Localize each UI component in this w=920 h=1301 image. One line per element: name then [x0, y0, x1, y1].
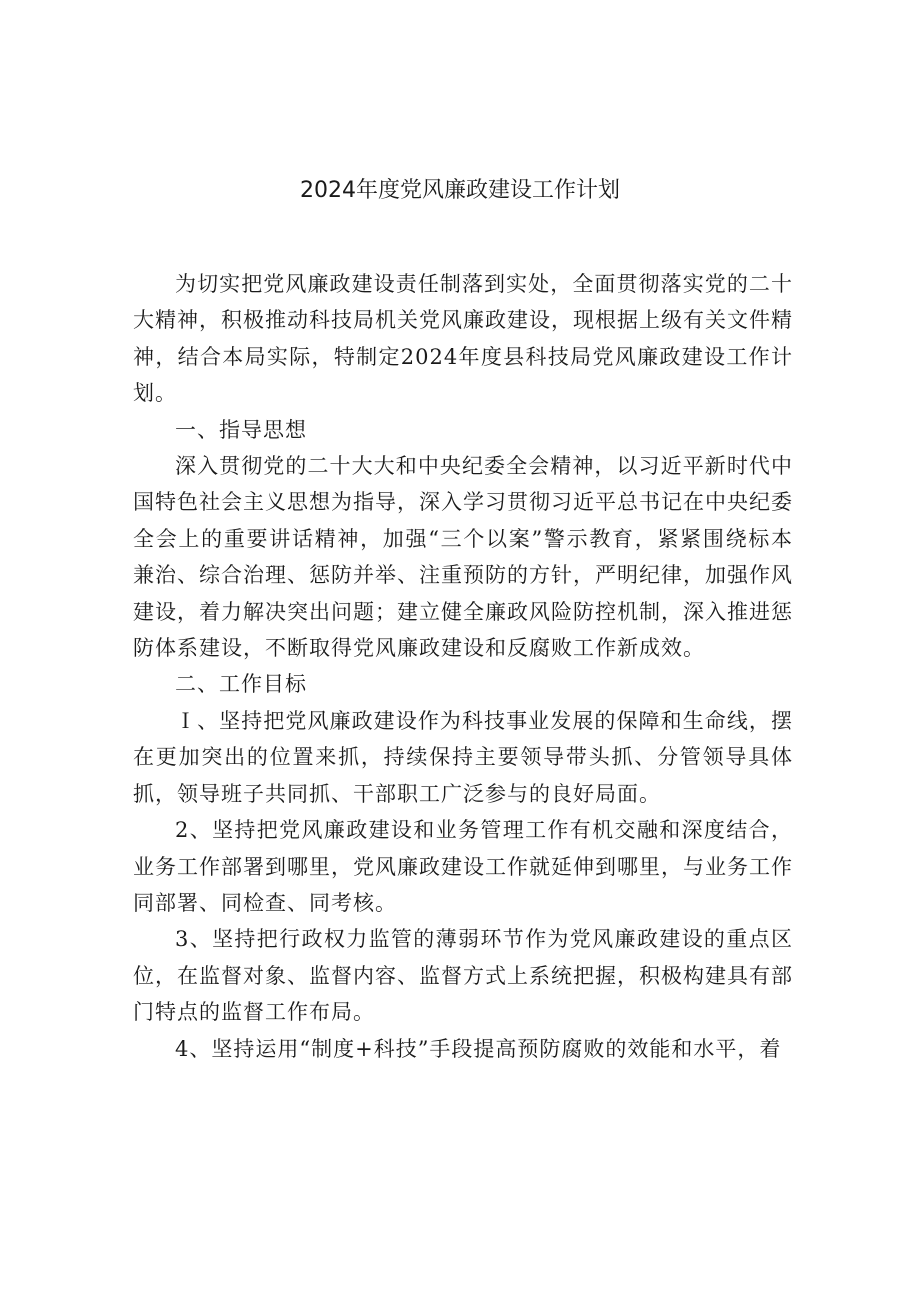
goal-item-4: 4、坚持运用“制度+科技”手段提高预防腐败的效能和水平，着	[175, 1036, 782, 1061]
section-heading-work-goals: 二、工作目标	[175, 672, 307, 697]
document-body	[133, 266, 793, 1067]
document-title: 2024年度党风廉政建设工作计划	[300, 178, 620, 203]
section-heading-guiding-ideology: 一、指导思想	[175, 417, 307, 442]
guiding-ideology-paragraph: 深入贯彻党的二十大大和中央纪委全会精神，以习近平新时代中国特色社会主义思想为指导，深入学习贯彻习近平总书记在中央纪委全会上的重要讲话精神，加强“三个以案”警示教育，紧紧围绕标本兼治、综合治理、惩防并举、注重预防的方针，严明纪律，加强作风建设，着力解决突出问题；建立健全廉政风险防控机制，深入推进惩防体系建设，不断取得党风廉政建设和反腐败工作新成效。	[133, 454, 793, 661]
goal-item-2: 2、坚持把党风廉政建设和业务管理工作有机交融和深度结合，业务工作部署到哪里，党风廉政建设工作就延伸到哪里，与业务工作同部署、同检查、同考核。	[133, 818, 793, 915]
goal-item-1: Ｉ、坚持把党风廉政建设作为科技事业发展的保障和生命线，摆在更加突出的位置来抓，持续保持主要领导带头抓、分管领导具体抓，领导班子共同抓、干部职工广泛参与的良好局面。	[133, 708, 793, 806]
intro-paragraph: 为切实把党风廉政建设责任制落到实处，全面贯彻落实党的二十大精神，积极推动科技局机关党风廉政建设，现根据上级有关文件精神，结合本局实际，特制定2024年度县科技局党风廉政建设工作计划。	[133, 272, 793, 406]
goal-item-3: 3、坚持把行政权力监管的薄弱环节作为党风廉政建设的重点区位，在监督对象、监督内容、监督方式上系统把握，积极构建具有部门特点的监督工作布局。	[133, 927, 793, 1025]
